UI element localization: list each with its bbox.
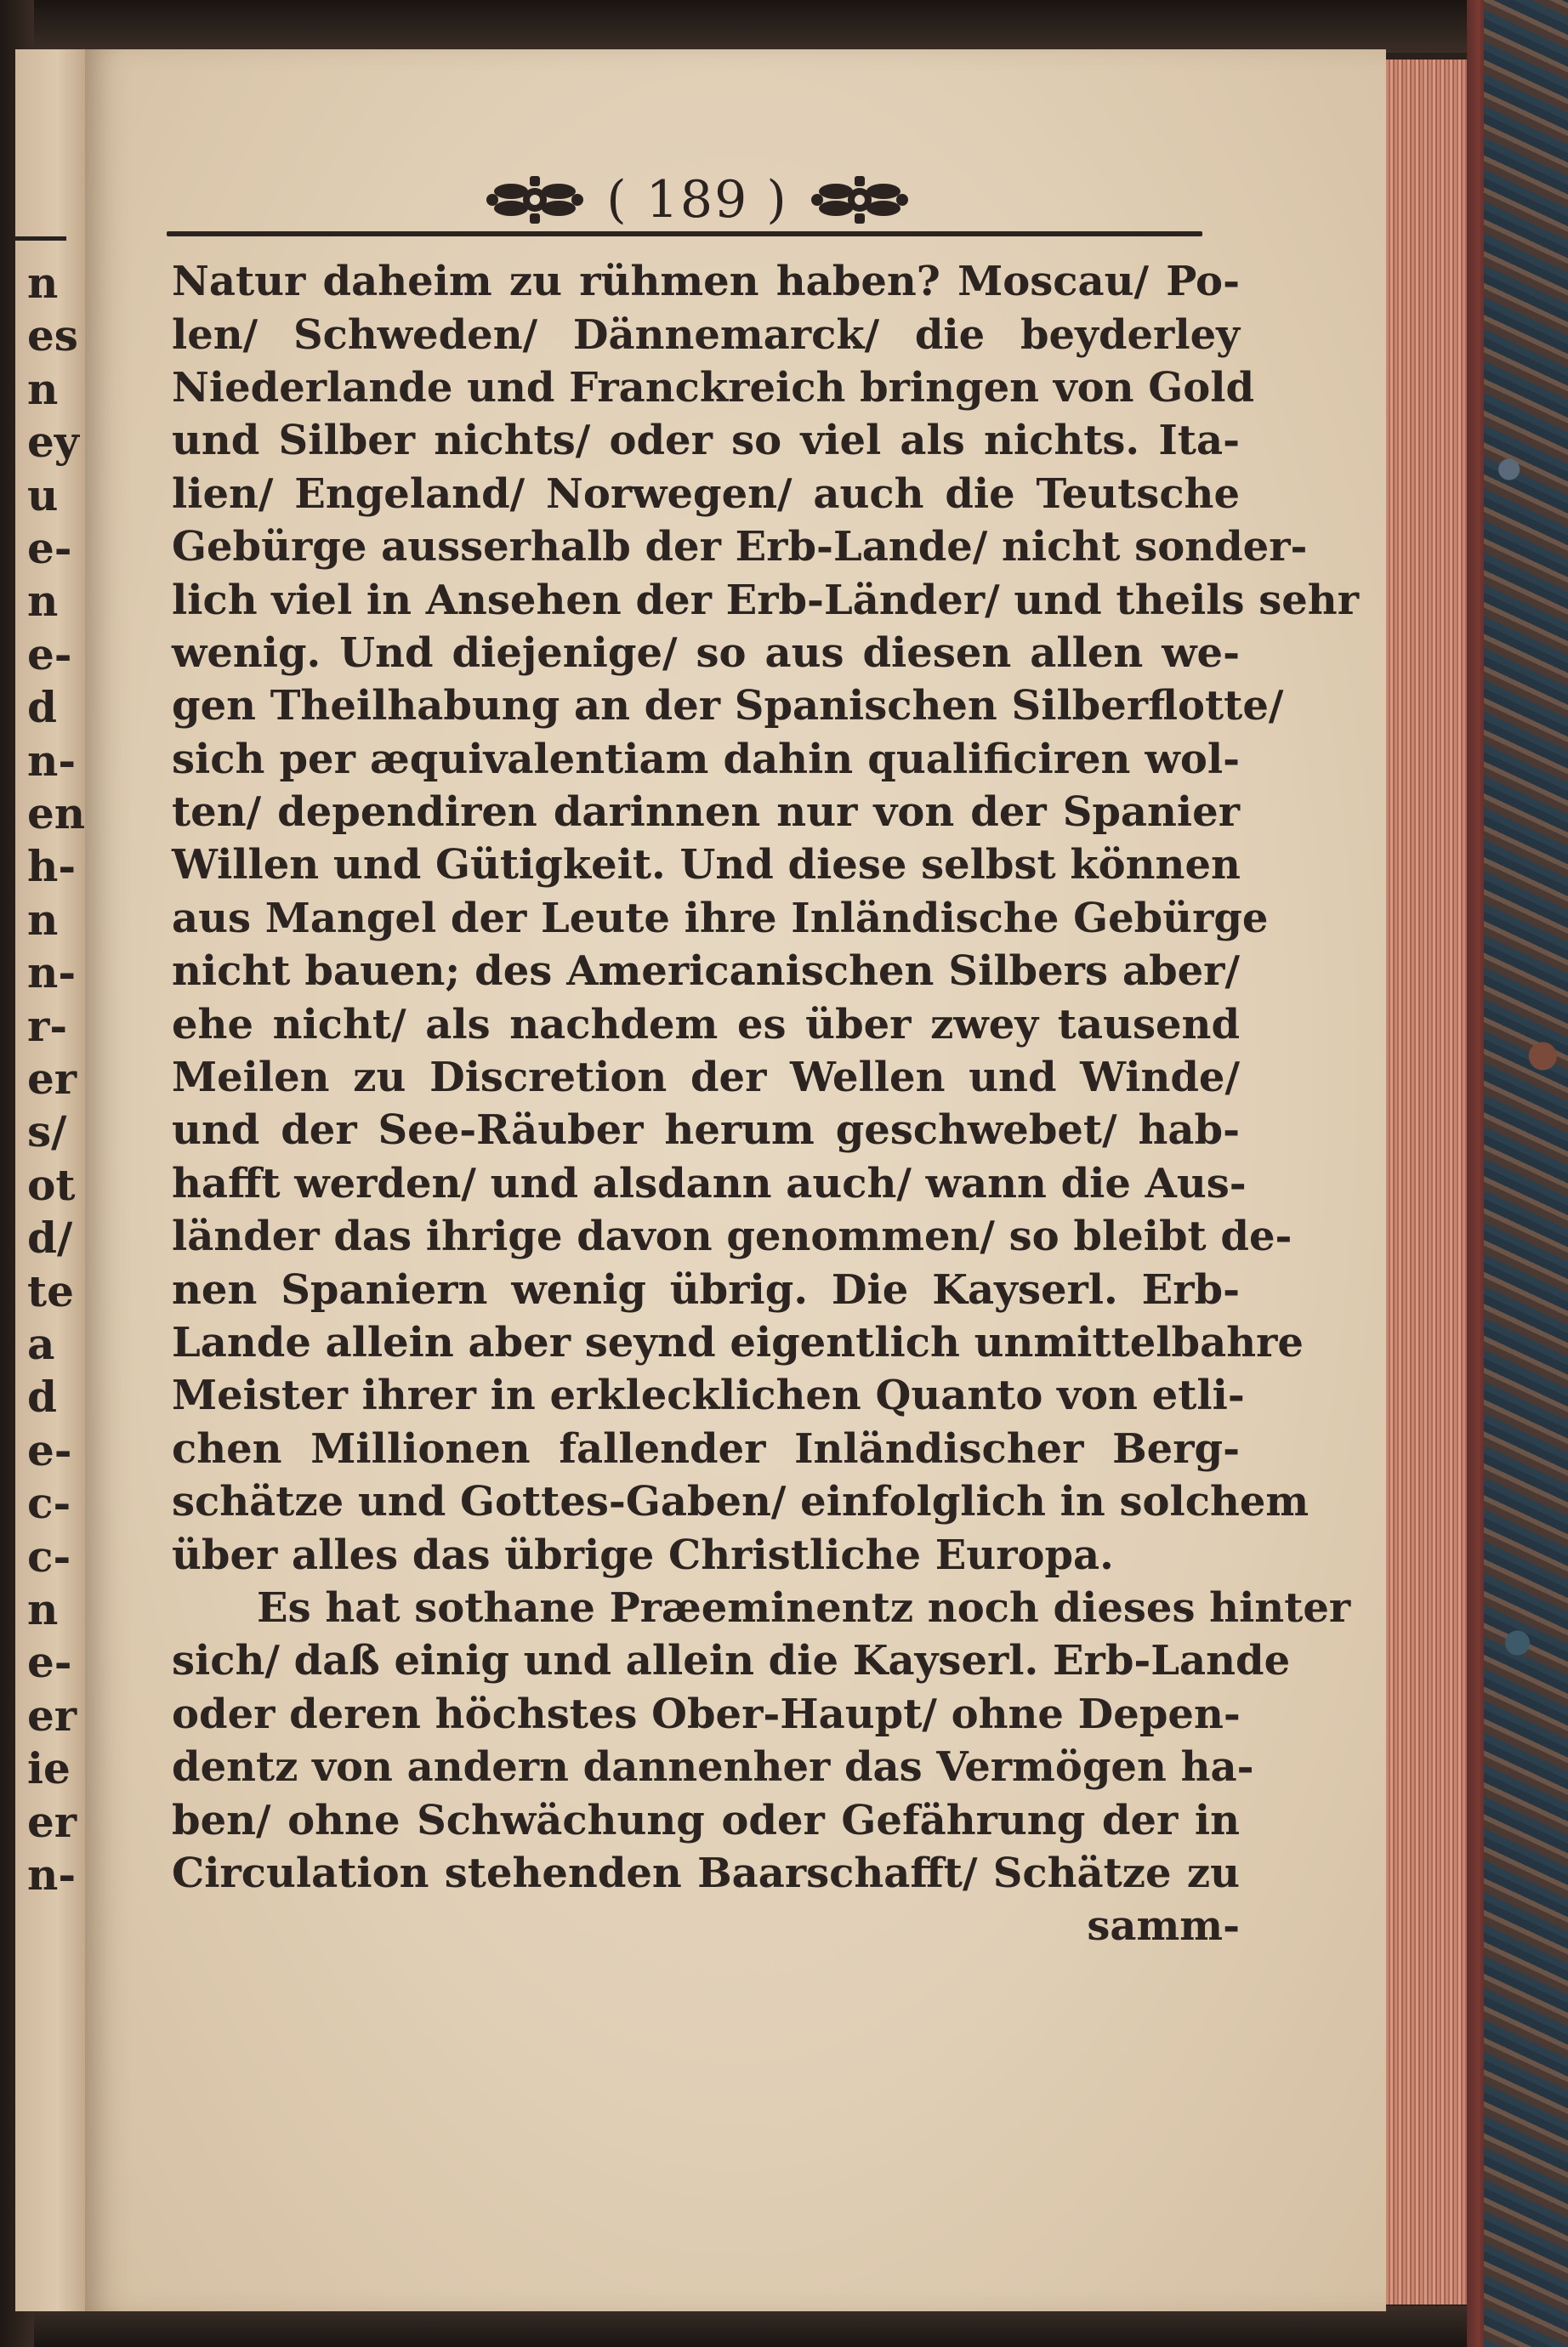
text-line-content: lien/ Engeland/ Norwegen/ auch die Teutsche — [172, 469, 1240, 518]
text-line — [172, 468, 1240, 520]
left-page-fragment: n- — [27, 1850, 77, 1900]
left-page-fragment: c- — [27, 1531, 71, 1582]
left-page-fragment: en — [27, 788, 85, 838]
text-line — [172, 1104, 1240, 1156]
text-line-content: über alles das übrige Christliche Europa. — [172, 1531, 1114, 1579]
text-line-content: oder deren höchstes Ober-Haupt/ ohne Depen- — [172, 1690, 1241, 1738]
left-page-fragment: ie — [27, 1743, 71, 1794]
text-line-content: Es hat sothane Præeminentz noch dieses hinter — [257, 1583, 1351, 1632]
body-text — [172, 255, 1359, 1953]
text-line — [172, 1688, 1240, 1741]
left-page-fragment: ey — [27, 417, 79, 468]
left-page-fragment: n — [27, 1584, 59, 1634]
text-line-content: schätze und Gottes-Gaben/ einfolglich in solchem — [172, 1478, 1310, 1526]
text-line — [172, 1582, 1351, 1634]
text-line-content: Circulation stehenden Baarschafft/ Schätze zu — [172, 1849, 1240, 1897]
text-line — [172, 1741, 1254, 1793]
left-page-fragment: n- — [27, 735, 77, 786]
text-line — [172, 308, 1240, 361]
text-line — [172, 627, 1240, 679]
left-page-fragment: e- — [27, 523, 72, 573]
text-line — [172, 679, 1284, 732]
text-line-content: Meilen zu Discretion der Wellen und Winde/ — [172, 1054, 1240, 1102]
text-line-content: Meister ihrer in erklecklichen Quanto von etli- — [172, 1372, 1245, 1420]
text-line-content: und Silber nichts/ oder so viel als nichts. Ita- — [172, 417, 1240, 465]
text-line — [172, 1369, 1245, 1422]
catchword-text: samm- — [1087, 1902, 1240, 1951]
fleuron-ornament-right-icon — [810, 173, 909, 227]
left-page-fragment: n — [27, 894, 59, 945]
text-line — [172, 1475, 1310, 1528]
text-line — [172, 733, 1240, 786]
text-line — [172, 255, 1240, 308]
marbled-cover — [1484, 0, 1568, 2347]
left-facing-page — [15, 49, 85, 2311]
text-line — [172, 945, 1240, 997]
left-page-fragment: d — [27, 1372, 57, 1423]
left-page-fragment: s/ — [27, 1106, 67, 1157]
text-line-content: Natur daheim zu rühmen haben? Moscau/ Po- — [172, 258, 1240, 306]
text-line-content: Willen und Gütigkeit. Und diese selbst können — [172, 841, 1241, 889]
text-line — [172, 1793, 1240, 1846]
header-rule — [167, 231, 1202, 236]
text-line-content: aus Mangel der Leute ihre Inländische Gebürge — [172, 894, 1269, 942]
left-page-fragment: n- — [27, 947, 77, 998]
text-line — [172, 838, 1240, 891]
left-page-fragment: er — [27, 1054, 77, 1104]
left-page-fragment: n — [27, 576, 59, 627]
text-line — [172, 1634, 1291, 1687]
left-page-fragment: te — [27, 1265, 74, 1316]
text-line — [172, 1051, 1240, 1104]
text-line-content: ben/ ohne Schwächung oder Gefährung der in — [172, 1796, 1240, 1844]
text-line — [172, 361, 1255, 414]
book-bottom-edge — [34, 2306, 1480, 2347]
left-page-fragment: n — [27, 363, 59, 414]
text-line — [172, 997, 1240, 1050]
text-line-content: sich/ daß einig und allein die Kayserl. Erb-Lande — [172, 1637, 1291, 1685]
left-page-rule — [15, 236, 66, 241]
left-page-fragment: er — [27, 1796, 77, 1847]
text-line-content: nicht bauen; des Americanischen Silbers aber/ — [172, 947, 1240, 996]
text-line-content: nen Spaniern wenig übrig. Die Kayserl. Erb- — [172, 1265, 1240, 1314]
left-page-fragment: r- — [27, 1000, 68, 1051]
left-page-fragment: c- — [27, 1478, 71, 1529]
left-page-fragment: ot — [27, 1159, 76, 1210]
text-line — [172, 1528, 1240, 1581]
text-line-content: und der See-Räuber herum geschwebet/ hab- — [172, 1106, 1240, 1155]
text-line-content: dentz von andern dannenher das Vermögen ha- — [172, 1743, 1254, 1792]
text-line-content: ten/ dependiren darinnen nur von der Spanier — [172, 788, 1240, 837]
text-line — [172, 414, 1240, 467]
text-line — [172, 1316, 1304, 1369]
text-line-content: Lande allein aber seynd eigentlich unmittelbahre — [172, 1319, 1304, 1367]
text-line — [172, 520, 1308, 573]
book-top-edge — [34, 0, 1480, 53]
text-line — [172, 786, 1240, 838]
left-page-fragment: e- — [27, 628, 72, 679]
fleuron-ornament-left-icon — [486, 173, 584, 227]
left-page-fragment: e- — [27, 1637, 72, 1688]
text-line — [172, 573, 1359, 626]
text-line-content: chen Millionen fallender Inländischer Berg- — [172, 1424, 1240, 1473]
text-line-content: Niederlande und Franckreich bringen von Gold — [172, 363, 1255, 412]
left-page-fragment: u — [27, 469, 59, 520]
page-fore-edge — [1386, 60, 1471, 2304]
text-line-content: lich viel in Ansehen der Erb-Länder/ und theils sehr — [172, 576, 1359, 624]
text-line-content: Gebürge ausserhalb der Erb-Lande/ nicht sonder- — [172, 523, 1308, 571]
text-line-content: len/ Schweden/ Dännemarck/ die beyderley — [172, 310, 1240, 359]
left-page-fragment: n — [27, 258, 59, 308]
left-page-fragment: er — [27, 1690, 77, 1741]
left-page-fragment: h- — [27, 841, 77, 892]
text-line — [172, 1263, 1240, 1316]
left-page-fragment: e- — [27, 1424, 72, 1475]
text-line-content: gen Theilhabung an der Spanischen Silberflotte/ — [172, 682, 1284, 730]
left-page-fragment: a — [27, 1319, 55, 1369]
text-line-content: hafft werden/ und alsdann auch/ wann die Aus- — [172, 1159, 1247, 1208]
left-page-fragment: d/ — [27, 1213, 73, 1264]
text-line — [172, 1423, 1240, 1475]
text-line-content: wenig. Und diejenige/ so aus diesen allen we- — [172, 628, 1240, 677]
left-page-fragment: es — [27, 310, 78, 361]
page-number: ( 189 ) — [606, 170, 788, 230]
catchword — [172, 1900, 1240, 1952]
left-page-fragment: d — [27, 682, 57, 733]
text-line-content: sich per æquivalentiam dahin qualificiren wol- — [172, 735, 1240, 783]
page-header — [476, 162, 918, 238]
text-line — [172, 1210, 1292, 1263]
text-line — [172, 892, 1269, 945]
text-line — [172, 1847, 1240, 1900]
text-line-content: länder das ihrige davon genommen/ so bleibt de- — [172, 1213, 1292, 1261]
text-line — [172, 1157, 1247, 1210]
text-line-content: ehe nicht/ als nachdem es über zwey tausend — [172, 1000, 1240, 1048]
